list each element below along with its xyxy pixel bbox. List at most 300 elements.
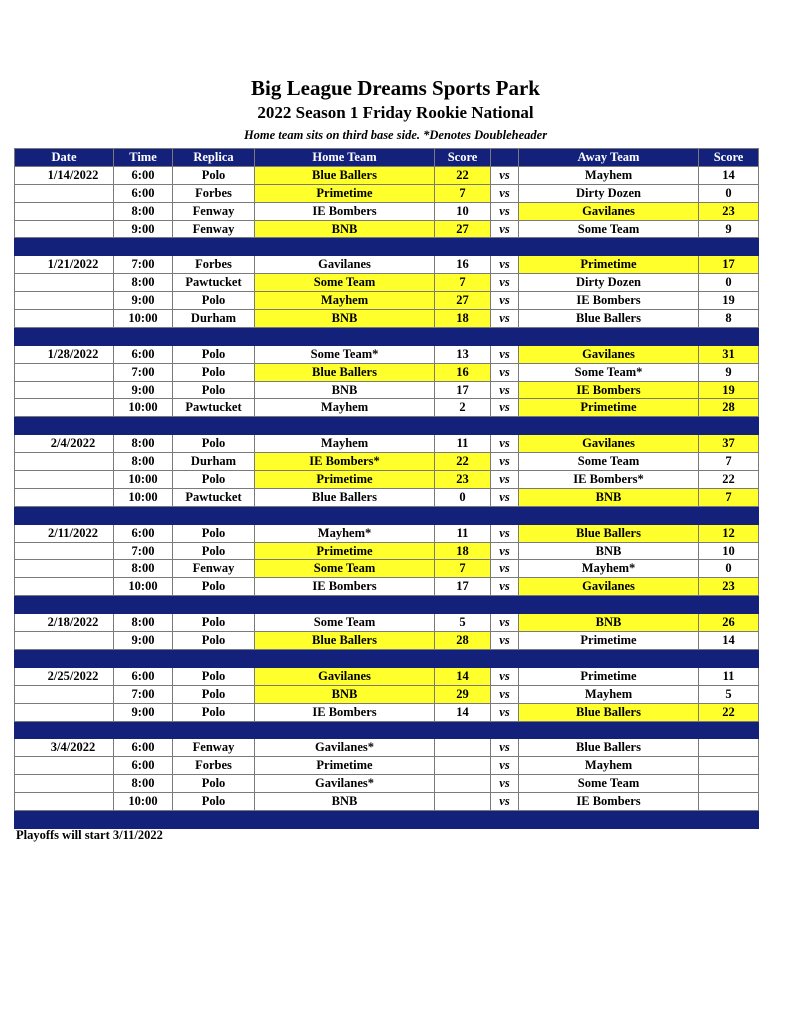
home-team: Primetime <box>255 471 435 489</box>
header-note: Home team sits on third base side. *Denotes Doubleheader <box>243 128 548 142</box>
game-time: 6:00 <box>114 667 173 685</box>
game-time: 9:00 <box>114 381 173 399</box>
home-team: Mayhem <box>255 399 435 417</box>
week-separator <box>15 417 759 435</box>
home-score: 10 <box>435 202 491 220</box>
home-team: Gavilanes <box>255 667 435 685</box>
game-date <box>15 363 114 381</box>
vs-label: vs <box>491 757 519 775</box>
game-date <box>15 220 114 238</box>
home-score: 16 <box>435 363 491 381</box>
separator-cell <box>435 238 491 256</box>
game-replica: Fenway <box>173 560 255 578</box>
home-score <box>435 793 491 811</box>
separator-cell <box>435 417 491 435</box>
game-date <box>15 202 114 220</box>
separator-cell <box>699 238 759 256</box>
game-replica: Polo <box>173 632 255 650</box>
game-replica: Fenway <box>173 202 255 220</box>
separator-cell <box>15 721 114 739</box>
game-date: 1/28/2022 <box>15 345 114 363</box>
away-team: Mayhem* <box>519 560 699 578</box>
away-score: 14 <box>699 632 759 650</box>
away-score: 19 <box>699 292 759 310</box>
separator-cell <box>114 721 173 739</box>
vs-label: vs <box>491 202 519 220</box>
week-separator <box>15 327 759 345</box>
game-replica: Polo <box>173 793 255 811</box>
home-team: Primetime <box>255 542 435 560</box>
game-date <box>15 578 114 596</box>
col-header-away-team: Away Team <box>519 149 699 167</box>
separator-cell <box>491 721 519 739</box>
game-time: 6:00 <box>114 345 173 363</box>
away-score: 7 <box>699 488 759 506</box>
week-separator <box>15 810 759 828</box>
separator-cell <box>255 596 435 614</box>
game-time: 8:00 <box>114 274 173 292</box>
separator-cell <box>519 721 699 739</box>
separator-cell <box>173 721 255 739</box>
col-header-home-team: Home Team <box>255 149 435 167</box>
home-score: 13 <box>435 345 491 363</box>
game-replica: Fenway <box>173 739 255 757</box>
game-time: 7:00 <box>114 363 173 381</box>
away-score: 23 <box>699 202 759 220</box>
game-time: 6:00 <box>114 757 173 775</box>
game-replica: Pawtucket <box>173 399 255 417</box>
home-team: IE Bombers* <box>255 453 435 471</box>
home-team: IE Bombers <box>255 578 435 596</box>
game-row <box>15 471 759 489</box>
home-team: Some Team* <box>255 345 435 363</box>
game-replica: Polo <box>173 775 255 793</box>
home-score: 27 <box>435 292 491 310</box>
vs-label: vs <box>491 274 519 292</box>
game-date <box>15 381 114 399</box>
game-replica: Forbes <box>173 256 255 274</box>
separator-cell <box>255 238 435 256</box>
col-header-date: Date <box>15 149 114 167</box>
away-score: 10 <box>699 542 759 560</box>
week-separator <box>15 596 759 614</box>
away-team: IE Bombers <box>519 381 699 399</box>
vs-label: vs <box>491 220 519 238</box>
separator-cell <box>15 649 114 667</box>
home-team: Blue Ballers <box>255 632 435 650</box>
separator-cell <box>519 238 699 256</box>
home-score: 17 <box>435 381 491 399</box>
game-time: 10:00 <box>114 578 173 596</box>
vs-label: vs <box>491 471 519 489</box>
separator-cell <box>114 327 173 345</box>
separator-cell <box>173 649 255 667</box>
separator-cell <box>491 506 519 524</box>
home-score: 14 <box>435 667 491 685</box>
col-header-replica: Replica <box>173 149 255 167</box>
game-row <box>15 220 759 238</box>
game-row <box>15 256 759 274</box>
vs-label: vs <box>491 542 519 560</box>
vs-label: vs <box>491 399 519 417</box>
game-time: 8:00 <box>114 202 173 220</box>
game-row <box>15 667 759 685</box>
vs-label: vs <box>491 488 519 506</box>
game-row <box>15 685 759 703</box>
game-time: 10:00 <box>114 793 173 811</box>
game-date <box>15 757 114 775</box>
vs-label: vs <box>491 435 519 453</box>
home-team: BNB <box>255 685 435 703</box>
away-team: BNB <box>519 488 699 506</box>
vs-label: vs <box>491 381 519 399</box>
separator-cell <box>114 649 173 667</box>
game-date: 2/25/2022 <box>15 667 114 685</box>
game-row <box>15 793 759 811</box>
home-team: BNB <box>255 310 435 328</box>
away-team: Primetime <box>519 667 699 685</box>
vs-label: vs <box>491 184 519 202</box>
game-time: 9:00 <box>114 632 173 650</box>
game-row <box>15 453 759 471</box>
week-separator <box>15 238 759 256</box>
game-row <box>15 292 759 310</box>
game-date <box>15 310 114 328</box>
separator-cell <box>435 596 491 614</box>
game-date <box>15 453 114 471</box>
game-time: 8:00 <box>114 560 173 578</box>
home-team: Some Team <box>255 274 435 292</box>
home-score <box>435 757 491 775</box>
away-team: Gavilanes <box>519 345 699 363</box>
game-row <box>15 435 759 453</box>
game-replica: Polo <box>173 667 255 685</box>
home-team: BNB <box>255 793 435 811</box>
away-team: Some Team <box>519 775 699 793</box>
home-score: 16 <box>435 256 491 274</box>
game-replica: Fenway <box>173 220 255 238</box>
separator-cell <box>491 327 519 345</box>
separator-cell <box>699 721 759 739</box>
game-row <box>15 345 759 363</box>
game-time: 7:00 <box>114 256 173 274</box>
schedule-table <box>14 148 759 829</box>
header-row <box>15 149 759 167</box>
game-time: 10:00 <box>114 399 173 417</box>
page-subtitle: 2022 Season 1 Friday Rookie National <box>257 103 534 122</box>
game-time: 9:00 <box>114 220 173 238</box>
away-team: BNB <box>519 614 699 632</box>
home-team: Blue Ballers <box>255 363 435 381</box>
separator-cell <box>699 417 759 435</box>
home-team: Mayhem* <box>255 524 435 542</box>
away-team: Gavilanes <box>519 435 699 453</box>
separator-cell <box>435 649 491 667</box>
away-score: 23 <box>699 578 759 596</box>
vs-label: vs <box>491 292 519 310</box>
home-score <box>435 739 491 757</box>
away-team: Dirty Dozen <box>519 274 699 292</box>
separator-cell <box>699 506 759 524</box>
away-team: Primetime <box>519 399 699 417</box>
game-replica: Polo <box>173 542 255 560</box>
home-team: IE Bombers <box>255 202 435 220</box>
game-time: 7:00 <box>114 685 173 703</box>
home-score: 28 <box>435 632 491 650</box>
away-score: 14 <box>699 166 759 184</box>
separator-cell <box>114 596 173 614</box>
away-team: Some Team <box>519 453 699 471</box>
game-date <box>15 184 114 202</box>
separator-cell <box>699 327 759 345</box>
vs-label: vs <box>491 560 519 578</box>
game-replica: Pawtucket <box>173 274 255 292</box>
separator-cell <box>519 649 699 667</box>
separator-cell <box>435 810 491 828</box>
away-team: Dirty Dozen <box>519 184 699 202</box>
away-score: 8 <box>699 310 759 328</box>
game-date <box>15 274 114 292</box>
separator-cell <box>15 506 114 524</box>
game-replica: Polo <box>173 471 255 489</box>
separator-cell <box>435 721 491 739</box>
home-team: Some Team <box>255 614 435 632</box>
game-date: 1/14/2022 <box>15 166 114 184</box>
home-score: 18 <box>435 542 491 560</box>
home-score: 2 <box>435 399 491 417</box>
separator-cell <box>173 417 255 435</box>
game-row <box>15 614 759 632</box>
game-time: 6:00 <box>114 739 173 757</box>
game-replica: Forbes <box>173 757 255 775</box>
separator-cell <box>114 810 173 828</box>
game-row <box>15 202 759 220</box>
game-row <box>15 488 759 506</box>
game-row <box>15 542 759 560</box>
playoffs-note: Playoffs will start 3/11/2022 <box>16 828 163 842</box>
separator-cell <box>173 238 255 256</box>
vs-label: vs <box>491 685 519 703</box>
game-replica: Polo <box>173 703 255 721</box>
home-team: BNB <box>255 220 435 238</box>
away-score: 37 <box>699 435 759 453</box>
col-header-home-score: Score <box>435 149 491 167</box>
game-row <box>15 363 759 381</box>
away-score: 0 <box>699 184 759 202</box>
separator-cell <box>173 810 255 828</box>
game-date <box>15 560 114 578</box>
away-team: Primetime <box>519 256 699 274</box>
separator-cell <box>173 596 255 614</box>
separator-cell <box>255 506 435 524</box>
separator-cell <box>114 506 173 524</box>
vs-label: vs <box>491 667 519 685</box>
game-time: 6:00 <box>114 166 173 184</box>
away-team: Blue Ballers <box>519 703 699 721</box>
away-score: 26 <box>699 614 759 632</box>
separator-cell <box>15 810 114 828</box>
separator-cell <box>519 506 699 524</box>
game-time: 8:00 <box>114 775 173 793</box>
home-score: 0 <box>435 488 491 506</box>
separator-cell <box>255 417 435 435</box>
separator-cell <box>114 417 173 435</box>
away-score: 22 <box>699 703 759 721</box>
away-team: Mayhem <box>519 166 699 184</box>
home-score: 7 <box>435 560 491 578</box>
away-score: 7 <box>699 453 759 471</box>
home-score: 7 <box>435 184 491 202</box>
game-replica: Polo <box>173 381 255 399</box>
separator-cell <box>114 238 173 256</box>
game-time: 8:00 <box>114 435 173 453</box>
game-row <box>15 739 759 757</box>
game-date <box>15 632 114 650</box>
home-score: 11 <box>435 524 491 542</box>
vs-label: vs <box>491 739 519 757</box>
game-time: 8:00 <box>114 453 173 471</box>
game-replica: Polo <box>173 614 255 632</box>
home-team: IE Bombers <box>255 703 435 721</box>
game-row <box>15 560 759 578</box>
away-team: BNB <box>519 542 699 560</box>
away-team: Gavilanes <box>519 202 699 220</box>
separator-cell <box>491 810 519 828</box>
away-score <box>699 757 759 775</box>
game-replica: Pawtucket <box>173 488 255 506</box>
home-team: Blue Ballers <box>255 488 435 506</box>
separator-cell <box>255 810 435 828</box>
game-replica: Polo <box>173 524 255 542</box>
col-header-vs <box>491 149 519 167</box>
schedule-body <box>15 166 759 828</box>
separator-cell <box>15 238 114 256</box>
home-team: Blue Ballers <box>255 166 435 184</box>
page-title: Big League Dreams Sports Park <box>251 76 540 100</box>
vs-label: vs <box>491 775 519 793</box>
game-row <box>15 757 759 775</box>
separator-cell <box>173 327 255 345</box>
away-team: IE Bombers* <box>519 471 699 489</box>
game-date <box>15 399 114 417</box>
separator-cell <box>519 417 699 435</box>
game-date <box>15 703 114 721</box>
game-time: 7:00 <box>114 542 173 560</box>
game-date <box>15 488 114 506</box>
separator-cell <box>435 506 491 524</box>
vs-label: vs <box>491 703 519 721</box>
week-separator <box>15 506 759 524</box>
vs-label: vs <box>491 793 519 811</box>
home-score: 11 <box>435 435 491 453</box>
away-score: 11 <box>699 667 759 685</box>
game-replica: Durham <box>173 310 255 328</box>
game-date: 2/11/2022 <box>15 524 114 542</box>
away-team: Gavilanes <box>519 578 699 596</box>
separator-cell <box>435 327 491 345</box>
game-row <box>15 775 759 793</box>
game-replica: Polo <box>173 363 255 381</box>
home-team: Mayhem <box>255 292 435 310</box>
away-score <box>699 739 759 757</box>
game-date <box>15 292 114 310</box>
separator-cell <box>173 506 255 524</box>
away-score: 0 <box>699 560 759 578</box>
separator-cell <box>519 810 699 828</box>
away-team: Mayhem <box>519 757 699 775</box>
vs-label: vs <box>491 632 519 650</box>
vs-label: vs <box>491 614 519 632</box>
game-replica: Polo <box>173 685 255 703</box>
home-team: Mayhem <box>255 435 435 453</box>
away-team: Blue Ballers <box>519 739 699 757</box>
game-date <box>15 775 114 793</box>
separator-cell <box>15 596 114 614</box>
game-row <box>15 166 759 184</box>
vs-label: vs <box>491 310 519 328</box>
away-score: 9 <box>699 363 759 381</box>
game-time: 6:00 <box>114 184 173 202</box>
home-team: Primetime <box>255 184 435 202</box>
game-row <box>15 184 759 202</box>
game-row <box>15 399 759 417</box>
game-replica: Polo <box>173 166 255 184</box>
separator-cell <box>255 327 435 345</box>
game-replica: Polo <box>173 435 255 453</box>
away-team: Blue Ballers <box>519 524 699 542</box>
home-team: Some Team <box>255 560 435 578</box>
game-date <box>15 685 114 703</box>
separator-cell <box>255 721 435 739</box>
separator-cell <box>255 649 435 667</box>
game-replica: Forbes <box>173 184 255 202</box>
away-score: 22 <box>699 471 759 489</box>
away-team: IE Bombers <box>519 292 699 310</box>
away-score: 31 <box>699 345 759 363</box>
home-team: Gavilanes* <box>255 739 435 757</box>
vs-label: vs <box>491 578 519 596</box>
away-team: Some Team* <box>519 363 699 381</box>
home-score: 27 <box>435 220 491 238</box>
week-separator <box>15 721 759 739</box>
game-row <box>15 310 759 328</box>
home-team: Primetime <box>255 757 435 775</box>
vs-label: vs <box>491 166 519 184</box>
home-score: 14 <box>435 703 491 721</box>
vs-label: vs <box>491 363 519 381</box>
away-team: Blue Ballers <box>519 310 699 328</box>
away-team: Primetime <box>519 632 699 650</box>
game-row <box>15 632 759 650</box>
week-separator <box>15 649 759 667</box>
game-replica: Durham <box>173 453 255 471</box>
game-time: 9:00 <box>114 292 173 310</box>
separator-cell <box>491 596 519 614</box>
game-row <box>15 381 759 399</box>
col-header-away-score: Score <box>699 149 759 167</box>
game-date: 2/18/2022 <box>15 614 114 632</box>
separator-cell <box>15 417 114 435</box>
home-score: 17 <box>435 578 491 596</box>
game-date <box>15 471 114 489</box>
separator-cell <box>699 810 759 828</box>
game-row <box>15 703 759 721</box>
away-team: Mayhem <box>519 685 699 703</box>
game-row <box>15 274 759 292</box>
game-date <box>15 542 114 560</box>
vs-label: vs <box>491 345 519 363</box>
home-score: 22 <box>435 453 491 471</box>
